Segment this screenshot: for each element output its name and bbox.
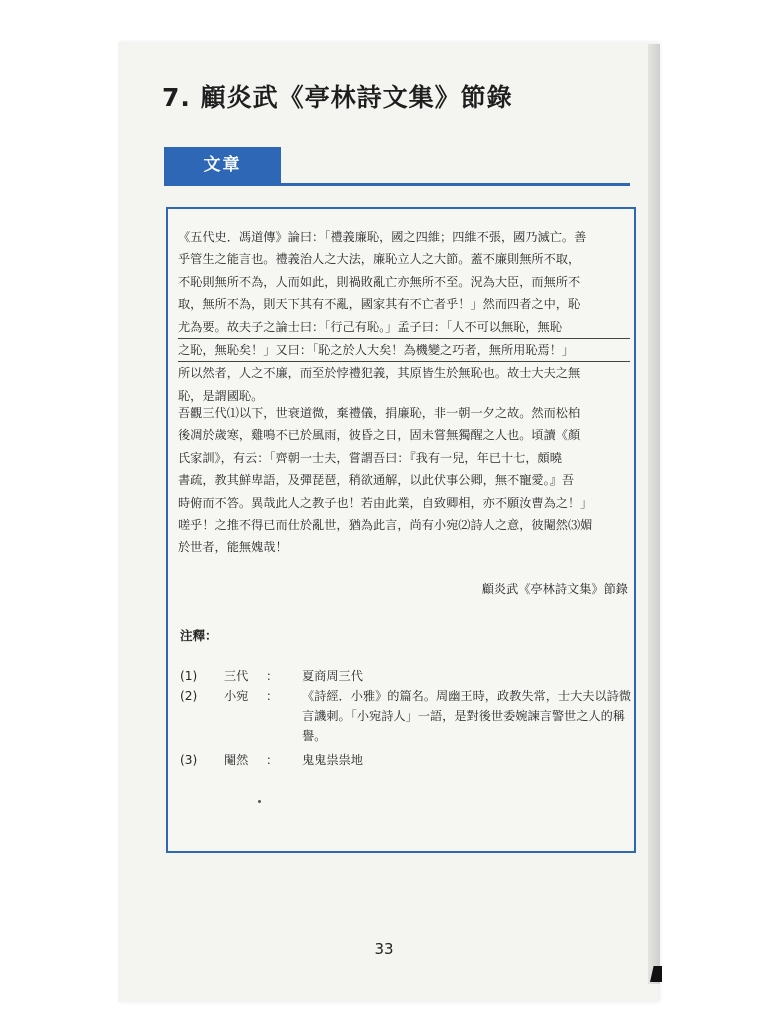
page-edge <box>648 44 660 984</box>
note-term: 小宛 <box>224 689 249 703</box>
text-line-underlined: 尤為要。故夫子之論士曰：「行己有恥。」孟子曰：「人不可以無恥，無恥 <box>178 316 630 339</box>
text-line: 後凋於歲寒，雞鳴不已於風雨，彼昏之日，固未嘗無獨醒之人也。頃讀《顏 <box>178 428 581 443</box>
note-colon: ： <box>266 753 279 767</box>
text-line: 不恥則無所不為，人而如此，則禍敗亂亡亦無所不至。況為大臣，而無所不 <box>178 274 581 289</box>
note-term: 閹然 <box>224 753 249 767</box>
page-number: 33 <box>374 940 394 958</box>
text-line: 吾觀三代⑴以下，世衰道微，棄禮儀，捐廉恥，非一朝一夕之故。然而松柏 <box>178 406 581 420</box>
note-definition: 《詩經．小雅》的篇名。周幽王時，政教失常，士大夫以詩微言譏刺。「小宛詩人」一語，是對後世委婉諫言警世之人的稱譽。 <box>302 689 632 743</box>
text-line: 恥，是謂國恥。 <box>178 388 264 403</box>
note-colon: ： <box>266 689 279 703</box>
note-number: (1) <box>180 669 198 683</box>
note-term: 三代 <box>224 669 249 683</box>
notes-heading: 注釋： <box>180 628 218 643</box>
text-line: 嗟乎！之推不得已而仕於亂世，猶為此言，尚有小宛⑵詩人之意，彼閹然⑶媚 <box>178 517 593 532</box>
text-line: 時俯而不答。異哉此人之教子也！若由此業，自致卿相，亦不願汝曹為之！」 <box>178 495 593 510</box>
note-definition: 鬼鬼祟祟地 <box>302 753 363 767</box>
text-line: 所以然者，人之不廉，而至於悖禮犯義，其原皆生於無恥也。故士大夫之無 <box>178 366 581 381</box>
text-line-underlined: 之恥，無恥矣！」又曰：「恥之於人大矣！為機變之巧者，無所用恥焉！」 <box>178 339 630 362</box>
tab-underline <box>164 183 630 186</box>
note-number: (3) <box>180 753 198 767</box>
text-line: 乎管生之能言也。禮義治人之大法，廉恥立人之大節。蓋不廉則無所不取， <box>178 252 581 267</box>
text-line: 取，無所不為，則天下其有不亂，國家其有不亡者乎！」然而四者之中，恥 <box>178 297 581 312</box>
text-line: 書疏，教其鮮卑語，及彈琵琶，稍欲通解，以此伏事公卿，無不寵愛。』吾 <box>178 473 575 488</box>
note-definition: 夏商周三代 <box>302 669 363 683</box>
stray-mark <box>258 800 261 803</box>
note-number: (2) <box>180 689 198 703</box>
paragraph-1 <box>178 226 630 407</box>
source-attribution: 顧炎武《亭林詩文集》節錄 <box>481 582 628 596</box>
paragraph-2 <box>178 402 630 559</box>
page-title: 7. 顧炎武《亭林詩文集》節錄 <box>162 83 513 112</box>
text-line: 氏家訓》，有云：「齊朝一士夫，嘗謂吾曰：『我有一兒，年已十七，頗曉 <box>178 450 562 465</box>
note-colon: ： <box>266 669 279 683</box>
section-tab: 文章 <box>164 147 281 183</box>
text-line: 《五代史．馮道傳》論曰：「禮義廉恥，國之四維；四維不張，國乃滅亡。善 <box>178 230 587 244</box>
text-line: 於世者，能無媿哉！ <box>178 540 288 555</box>
